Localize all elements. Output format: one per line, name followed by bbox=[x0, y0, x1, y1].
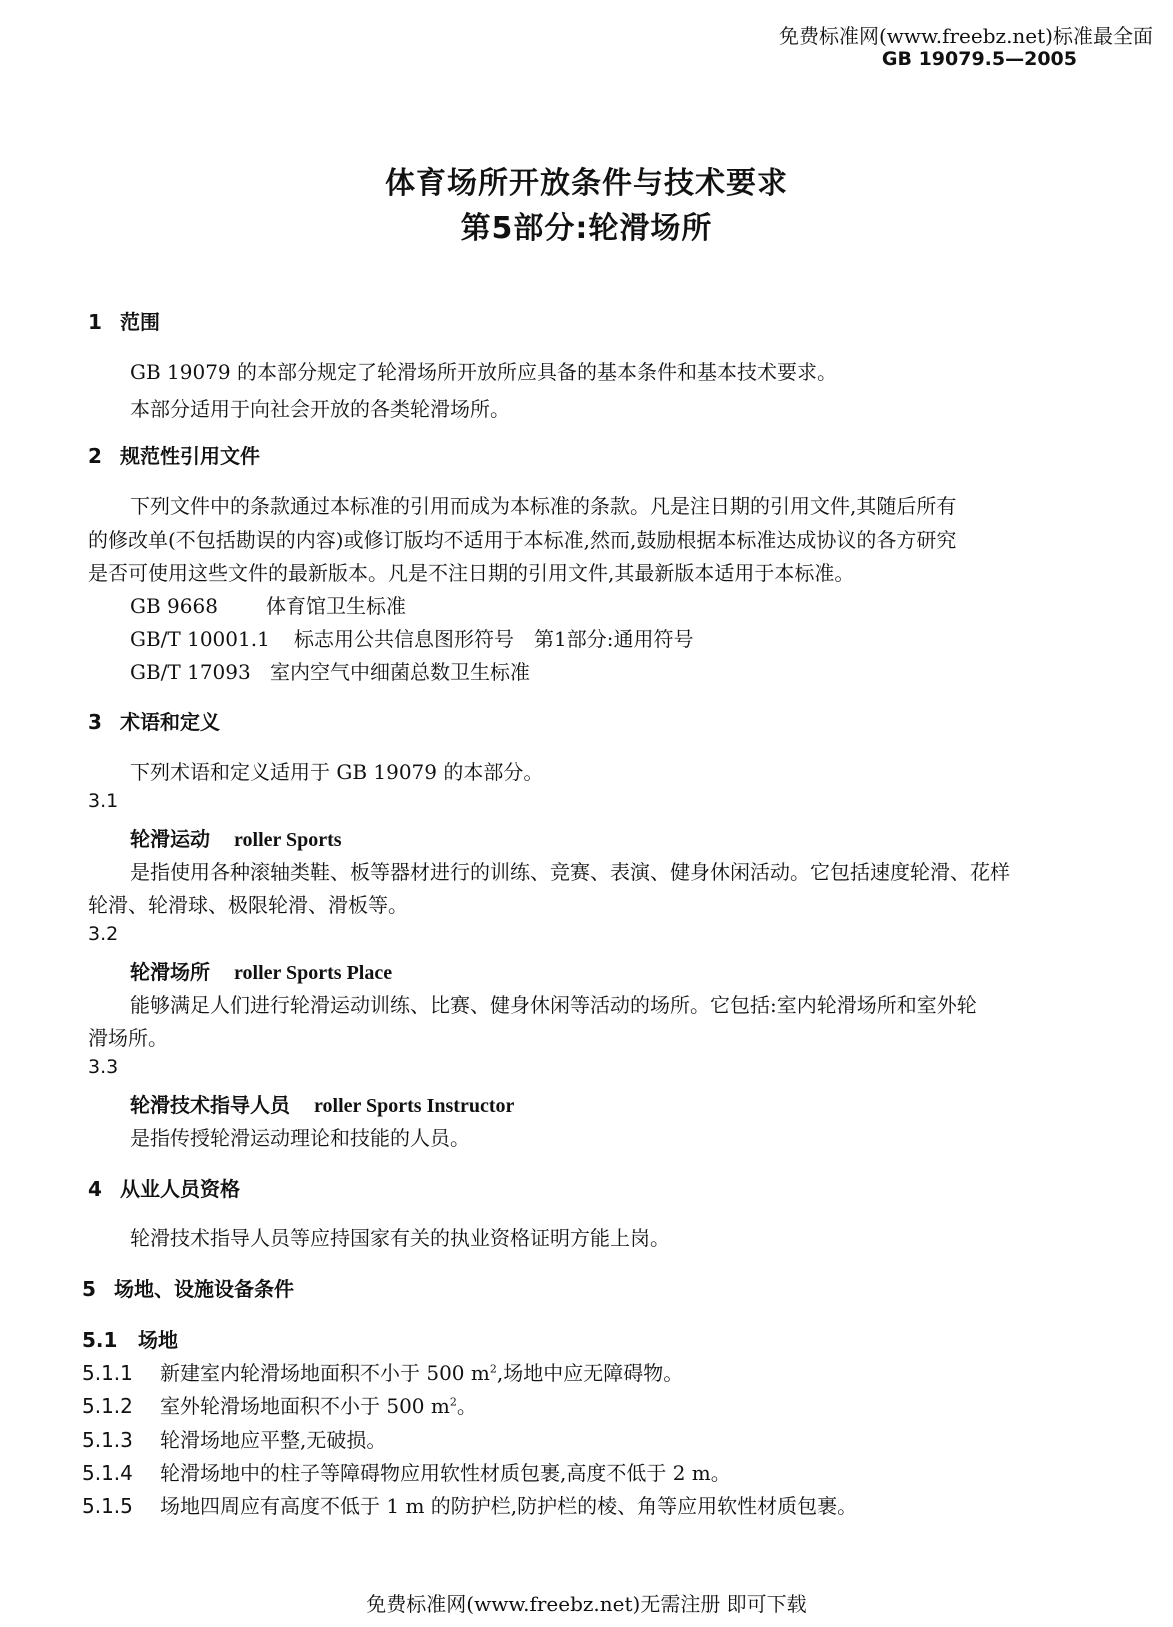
term-heading bbox=[130, 956, 392, 985]
term-heading bbox=[130, 823, 342, 852]
section-title: 规范性引用文件 bbox=[120, 444, 260, 468]
section-title: 场地、设施设备条件 bbox=[114, 1277, 294, 1301]
term-en: roller Sports Place bbox=[234, 962, 393, 984]
document-subtitle: 第5部分:轮滑场所 bbox=[460, 211, 713, 246]
clause bbox=[82, 1457, 731, 1486]
reference-title: 室内空气中细菌总数卫生标准 bbox=[270, 660, 530, 684]
term-number: 3.1 bbox=[88, 790, 119, 812]
section-title: 从业人员资格 bbox=[120, 1177, 240, 1201]
term-en: roller Sports Instructor bbox=[314, 1095, 515, 1117]
term-number: 3.3 bbox=[88, 1056, 119, 1078]
clause-text-tail: ,场地中应无障碍物。 bbox=[496, 1361, 684, 1385]
term-cn: 轮滑运动 bbox=[130, 827, 210, 851]
paragraph: 轮滑技术指导人员等应持国家有关的执业资格证明方能上岗。 bbox=[130, 1226, 670, 1250]
paragraph: 下列术语和定义适用于 GB 19079 的本部分。 bbox=[130, 760, 544, 784]
term-definition-line: 是指传授轮滑运动理论和技能的人员。 bbox=[130, 1126, 470, 1150]
term-definition-line: 是指使用各种滚轴类鞋、板等器材进行的训练、竞赛、表演、健身休闲活动。它包括速度轮滑、花样 bbox=[130, 860, 1010, 884]
section-4-heading bbox=[88, 1173, 240, 1202]
clause-text-tail: 。 bbox=[456, 1394, 477, 1418]
term-definition-line: 能够满足人们进行轮滑运动训练、比赛、健身休闲等活动的场所。它包括:室内轮滑场所和室外轮 bbox=[130, 993, 977, 1017]
section-number: 3 bbox=[88, 710, 102, 734]
term-definition-line: 滑场所。 bbox=[88, 1026, 168, 1050]
paragraph-line: 是否可使用这些文件的最新版本。凡是不注日期的引用文件,其最新版本适用于本标准。 bbox=[88, 561, 855, 585]
clause-text: 轮滑场地中的柱子等障碍物应用软性材质包裹,高度不低于 2 m。 bbox=[160, 1461, 731, 1485]
site-note: 免费标准网(www.freebz.net)标准最全面 bbox=[778, 24, 1153, 48]
clause bbox=[82, 1357, 683, 1386]
clause-number: 5.1.4 bbox=[82, 1461, 133, 1485]
section-title: 范围 bbox=[120, 310, 160, 334]
clause-number: 5.1.5 bbox=[82, 1494, 133, 1518]
superscript: 2 bbox=[449, 1395, 457, 1409]
paragraph: 本部分适用于向社会开放的各类轮滑场所。 bbox=[130, 397, 510, 421]
clause-number: 5.1.3 bbox=[82, 1428, 133, 1452]
clause-number: 5.1.2 bbox=[82, 1394, 133, 1418]
clause-number: 5.1.1 bbox=[82, 1361, 133, 1385]
term-definition-line: 轮滑、轮滑球、极限轮滑、滑板等。 bbox=[88, 893, 408, 917]
section-1-heading bbox=[88, 306, 160, 335]
paragraph-line: 的修改单(不包括勘误的内容)或修订版均不适用于本标准,然而,鼓励根据本标准达成协议的各方研究 bbox=[88, 528, 957, 552]
footer-note: 免费标准网(www.freebz.net)无需注册 即可下载 bbox=[366, 1592, 807, 1616]
term-cn: 轮滑技术指导人员 bbox=[130, 1093, 290, 1117]
subsection-title: 场地 bbox=[138, 1328, 178, 1352]
clause-text: 新建室内轮滑场地面积不小于 500 m bbox=[160, 1361, 490, 1385]
section-number: 2 bbox=[88, 444, 102, 468]
section-number: 5 bbox=[82, 1277, 96, 1301]
paragraph: GB 19079 的本部分规定了轮滑场所开放所应具备的基本条件和基本技术要求。 bbox=[130, 360, 838, 384]
subsection-number: 5.1 bbox=[82, 1328, 118, 1352]
term-en: roller Sports bbox=[234, 829, 342, 851]
reference-code: GB/T 10001.1 bbox=[130, 627, 270, 651]
document-title: 体育场所开放条件与技术要求 bbox=[385, 166, 788, 201]
clause-text: 场地四周应有高度不低于 1 m 的防护栏,防护栏的棱、角等应用软性材质包裹。 bbox=[160, 1494, 858, 1518]
term-number: 3.2 bbox=[88, 923, 119, 945]
clause-text: 室外轮滑场地面积不小于 500 m bbox=[160, 1394, 450, 1418]
standard-code: GB 19079.5—2005 bbox=[881, 48, 1077, 70]
section-title: 术语和定义 bbox=[120, 710, 220, 734]
subsection-heading bbox=[82, 1324, 178, 1353]
superscript: 2 bbox=[489, 1362, 497, 1376]
section-number: 4 bbox=[88, 1177, 102, 1201]
reference-title: 体育馆卫生标准 bbox=[266, 594, 406, 618]
reference-item bbox=[130, 590, 406, 619]
reference-item bbox=[130, 623, 693, 652]
reference-code: GB/T 17093 bbox=[130, 660, 251, 684]
reference-code: GB 9668 bbox=[130, 594, 218, 618]
clause-text: 轮滑场地应平整,无破损。 bbox=[160, 1428, 387, 1452]
term-cn: 轮滑场所 bbox=[130, 960, 210, 984]
clause bbox=[82, 1424, 386, 1453]
paragraph-line: 下列文件中的条款通过本标准的引用而成为本标准的条款。凡是注日期的引用文件,其随后所有 bbox=[130, 494, 957, 518]
clause bbox=[82, 1390, 477, 1419]
term-heading bbox=[130, 1089, 514, 1118]
reference-item bbox=[130, 656, 530, 685]
clause bbox=[82, 1490, 857, 1519]
section-2-heading bbox=[88, 440, 260, 469]
reference-title: 标志用公共信息图形符号 第1部分:通用符号 bbox=[294, 627, 694, 651]
section-number: 1 bbox=[88, 310, 102, 334]
section-3-heading bbox=[88, 706, 220, 735]
section-5-heading bbox=[82, 1273, 294, 1302]
